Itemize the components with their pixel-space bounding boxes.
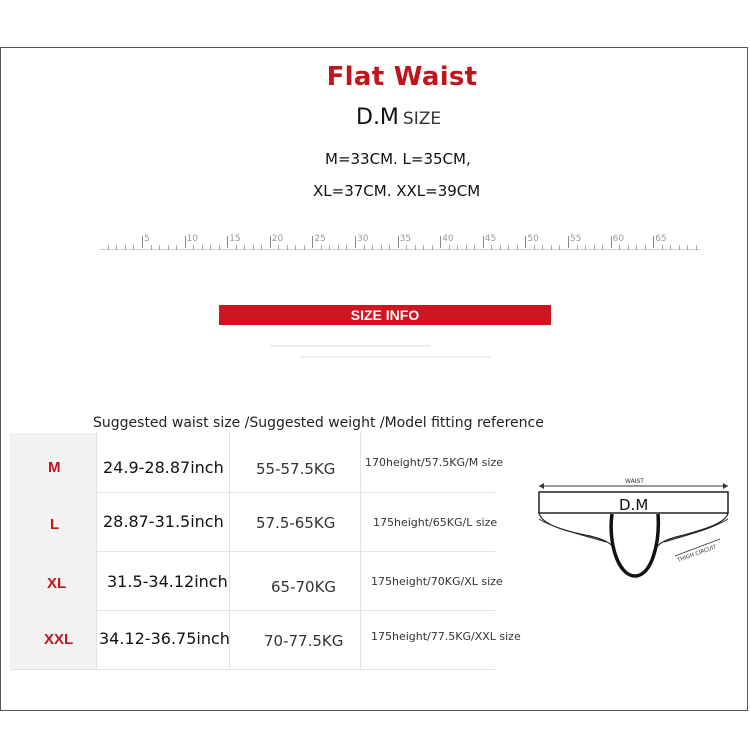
ruler-major-tick (440, 236, 441, 248)
ruler-minor-tick (261, 245, 262, 250)
table-header: Suggested waist size /Suggested weight /Model fitting reference (93, 415, 544, 431)
ruler-minor-tick (125, 245, 126, 250)
ruler-tick-label: 65 (655, 234, 667, 244)
weight-cell: 55-57.5KG (229, 433, 361, 492)
ruler-minor-tick (534, 245, 535, 250)
waist-cell: 34.12-36.75inch (96, 610, 230, 669)
ruler-minor-tick (645, 245, 646, 250)
brand-size-suffix: SIZE (402, 109, 442, 129)
diagram-brand-label: D.M (619, 496, 649, 514)
ruler-tick-label: 30 (357, 234, 369, 244)
ruler-tick-label: 60 (612, 234, 625, 244)
ruler-tick-label: 5 (144, 234, 150, 244)
ruler-baseline (100, 249, 700, 250)
ruler-minor-tick (662, 245, 663, 250)
ruler-tick-label: 10 (186, 234, 199, 244)
table-row (10, 492, 498, 552)
ruler-minor-tick (619, 245, 620, 250)
ruler-minor-tick (236, 245, 237, 250)
waist-label: WAIST (625, 478, 644, 485)
page-title: Flat Waist (326, 62, 478, 92)
ruler-minor-tick (696, 245, 697, 250)
brand-size-heading (356, 105, 441, 130)
ruler-minor-tick (585, 245, 586, 250)
ruler-major-tick (142, 236, 143, 248)
ruler-minor-tick (202, 245, 203, 250)
size-cell: L (10, 492, 96, 551)
ruler-minor-tick (108, 245, 109, 250)
ruler-major-tick (227, 236, 228, 248)
table-row (10, 433, 504, 493)
ruler-minor-tick (551, 245, 552, 250)
ruler-tick-label: 20 (271, 234, 284, 244)
size-cell: XXL (10, 610, 96, 669)
brand-name: D.M (356, 105, 399, 130)
ruler-minor-tick (168, 245, 169, 250)
ruler-tick-label: 35 (399, 234, 412, 244)
ruler-minor-tick (287, 245, 288, 250)
ruler-minor-tick (329, 245, 330, 250)
ruler-minor-tick (687, 245, 688, 250)
ruler-minor-tick (517, 245, 518, 250)
ruler-minor-tick (415, 245, 416, 250)
ruler-minor-tick (500, 245, 501, 250)
ruler-tick-label: 15 (229, 234, 241, 244)
ruler-major-tick (270, 236, 271, 248)
ruler-minor-tick (628, 245, 629, 250)
leg-opening-left-inner (539, 519, 606, 542)
ruler-minor-tick (457, 245, 458, 250)
ruler-tick-label: 40 (442, 234, 454, 244)
ruler-major-tick (398, 236, 399, 248)
table-row (10, 551, 503, 611)
ruler-tick-label: 25 (314, 234, 326, 244)
ruler-minor-tick (176, 245, 177, 250)
weight-cell: 57.5-65KG (229, 492, 361, 551)
ruler-minor-tick (278, 245, 279, 250)
ruler-minor-tick (559, 245, 560, 250)
leg-opening-right-outer (656, 513, 728, 548)
weight-cell: 70-77.5KG (229, 610, 361, 669)
ruler-minor-tick (594, 245, 595, 250)
ruler-minor-tick (346, 245, 347, 250)
ruler-minor-tick (602, 245, 603, 250)
ruler-minor-tick (253, 245, 254, 250)
reference-cell: 175height/70KG/XL size (360, 551, 496, 610)
ruler-minor-tick (389, 245, 390, 250)
ruler-major-tick (568, 236, 569, 248)
waist-size-line-1: M=33CM. L=35CM, (325, 150, 471, 168)
ruler-minor-tick (466, 245, 467, 250)
ruler-tick-label: 55 (570, 234, 582, 244)
size-cell: XL (10, 551, 96, 610)
ruler-minor-tick (116, 245, 117, 250)
ruler-minor-tick (474, 245, 475, 250)
ruler-minor-tick (679, 245, 680, 250)
ruler-minor-tick (295, 245, 296, 250)
ruler-minor-tick (508, 245, 509, 250)
arrow-right-icon (723, 483, 728, 489)
ruler-major-tick (611, 236, 612, 248)
thigh-label: THIGH CIRCUIT (676, 544, 718, 564)
arrow-left-icon (539, 483, 544, 489)
reference-cell: 175height/65KG/L size (360, 492, 496, 551)
ruler-major-tick (355, 236, 356, 248)
size-info-banner: SIZE INFO (219, 305, 551, 325)
ruler-minor-tick (491, 245, 492, 250)
reference-cell: 175height/77.5KG/XXL size (360, 610, 496, 669)
faint-subtext-line (300, 356, 490, 358)
ruler-major-tick (483, 236, 484, 248)
ruler-minor-tick (159, 245, 160, 250)
ruler-major-tick (312, 236, 313, 248)
ruler-major-tick (185, 236, 186, 248)
ruler-tick-label: 45 (484, 234, 497, 244)
table-row (10, 610, 521, 670)
ruler-tick-label: 50 (527, 234, 539, 244)
ruler-minor-tick (636, 245, 637, 250)
ruler-minor-tick (219, 245, 220, 250)
leg-opening-left-outer (539, 513, 614, 548)
faint-subtext-line (270, 345, 430, 347)
ruler-minor-tick (338, 245, 339, 250)
brief-waist-diagram (530, 472, 740, 587)
ruler-major-tick (525, 236, 526, 248)
ruler-minor-tick (133, 245, 134, 250)
ruler-minor-tick (381, 245, 382, 250)
measuring-ruler (100, 230, 700, 256)
waist-size-line-2: XL=37CM. XXL=39CM (313, 182, 481, 200)
ruler-minor-tick (670, 245, 671, 250)
ruler-minor-tick (449, 245, 450, 250)
reference-cell: 170height/57.5KG/M size (360, 433, 496, 492)
size-table (10, 433, 521, 669)
ruler-minor-tick (542, 245, 543, 250)
ruler-major-tick (653, 236, 654, 248)
ruler-minor-tick (372, 245, 373, 250)
weight-cell: 65-70KG (229, 551, 361, 610)
ruler-minor-tick (432, 245, 433, 250)
ruler-minor-tick (321, 245, 322, 250)
ruler-minor-tick (406, 245, 407, 250)
ruler-minor-tick (151, 245, 152, 250)
ruler-minor-tick (210, 245, 211, 250)
ruler-minor-tick (577, 245, 578, 250)
waist-cell: 31.5-34.12inch (96, 551, 230, 610)
ruler-minor-tick (364, 245, 365, 250)
pouch-outline (611, 514, 658, 576)
ruler-minor-tick (423, 245, 424, 250)
waist-cell: 28.87-31.5inch (96, 492, 230, 551)
ruler-minor-tick (244, 245, 245, 250)
ruler-minor-tick (193, 245, 194, 250)
ruler-minor-tick (304, 245, 305, 250)
waist-cell: 24.9-28.87inch (96, 433, 230, 492)
size-cell: M (10, 433, 96, 492)
